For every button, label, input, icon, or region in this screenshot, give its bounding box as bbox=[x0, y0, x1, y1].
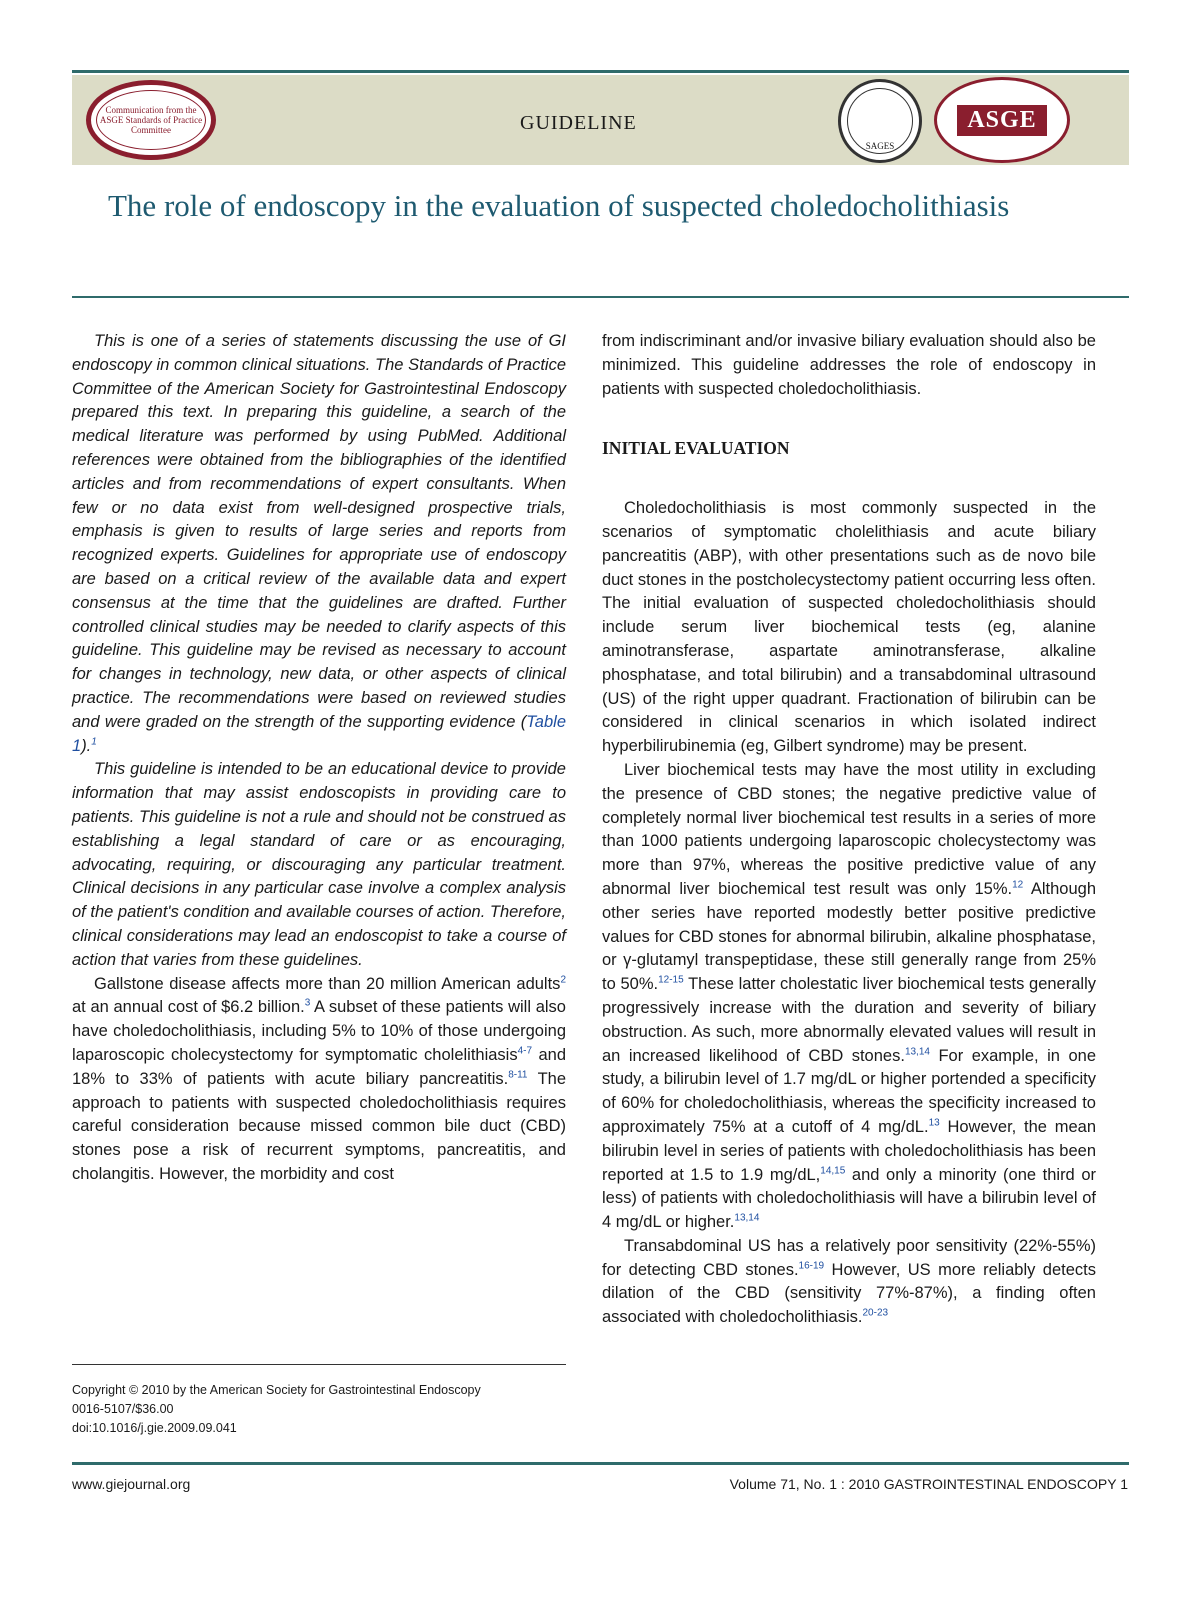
evaluation-paragraph-1: Choledocholithiasis is most commonly suspected in the scenarios of symptomatic cholelithiasis and acute biliary pancreatitis (ABP), with other presentations such as de novo bile duct stones in the postcholecystectomy patient occurring less often. The initial evaluation of suspected choledocholithiasis should include serum liver biochemical tests (eg, alanine aminotransferase, aspartate aminotransferase, alkaline phosphatase, and total bilirubin) and a transabdominal ultrasound (US) of the right upper quadrant. Fractionation of bilirubin can be considered in clinical scenarios in which isolated indirect hyperbilirubinemia (eg, Gilbert syndrome) may be present. bbox=[602, 499, 1096, 756]
article-title: The role of endoscopy in the evaluation of suspected choledocholithiasis bbox=[108, 188, 1010, 223]
doi-line: doi:10.1016/j.gie.2009.09.041 bbox=[72, 1421, 237, 1435]
section-label: GUIDELINE bbox=[520, 112, 637, 134]
section-heading: INITIAL EVALUATION bbox=[602, 438, 790, 459]
citation-link[interactable]: 20-23 bbox=[862, 1307, 889, 1319]
citation-link[interactable]: 8-11 bbox=[508, 1069, 528, 1081]
seal-text: Communication from the ASGE Standards of Practice Committee bbox=[99, 105, 203, 135]
footer-rule bbox=[72, 1462, 1129, 1465]
evaluation-paragraph-3: Transabdominal US has a relatively poor sensitivity (22%-55%) for detecting CBD stones.$^{16-19}$ However, US more reliably detects dilation of the CBD (sensitivity 77%-87%), a finding often associated with choledocholithiasis.$^{20-23}$ bbox=[602, 1236, 1096, 1327]
citation-link[interactable]: 13,14 bbox=[904, 1046, 930, 1058]
right-column bbox=[602, 330, 1096, 1330]
title-rule bbox=[72, 296, 1129, 298]
citation-link[interactable]: 4-7 bbox=[517, 1045, 533, 1057]
citation-link[interactable]: 12-15 bbox=[658, 974, 684, 986]
citation-link[interactable]: 14,15 bbox=[820, 1165, 846, 1176]
citation-link[interactable]: 13,14 bbox=[734, 1212, 760, 1224]
evaluation-paragraph-2: Liver biochemical tests may have the most utility in excluding the presence of CBD stones; the negative predictive value of completely normal liver biochemical test results in a series of more than 1000 patients undergoing laparoscopic cholecystectomy was more than 97%, whereas the positive predictive value of any abnormal liver biochemical test result was only 15%.$^{12}$ Although other series have reported modestly better positive predictive values for CBD stones for abnormal bilirubin, alkaline phosphatase, or γ-glutamyl transpeptidase, these still generally range from 25% to 50%.$^{12-15}$ These latter cholestatic liver biochemical tests generally progressively increase with the duration and severity of biliary obstruction. As such, more abnormally elevated values will result in an increased likelihood of CBD stones.$^{13,14}$ For example, in one study, a bilirubin level of 1.7 mg/dL or higher portended a specificity of 60% for choledocholithiasis, whereas the specificity increased to approximately 75% at a cutoff of 4 mg/dL.$^{13}$ However, the mean bilirubin level in series of patients with choledocholithiasis has been reported at 1.5 to 1.9 mg/dL,$^{14,15}$ and only a minority (one third or less) of patients with choledocholithiasis will have a bilirubin level of 4 mg/dL or higher.$^{13,14}$ bbox=[602, 760, 1097, 1232]
citation-link[interactable]: 13 bbox=[928, 1117, 940, 1129]
table-link[interactable]: Table 1 bbox=[72, 712, 566, 755]
citation-link[interactable]: 3 bbox=[304, 997, 311, 1009]
gallstone-paragraph: Gallstone disease affects more than 20 million American adults$^2$ at an annual cost of $6.2 billion.$^3$ A subset of these patients will also have choledocholithiasis, including 5% to 10% of those undergoing laparoscopic cholecystectomy for symptomatic cholelithiasis$^{4-7}$ and 18% to 33% of patients with acute biliary pancreatitis.$^{8-11}$ The approach to patients with suspected choledocholithiasis requires careful consideration because missed common bile duct (CBD) stones pose a risk of recurrent symptoms, pancreatitis, and cholangitis. However, the morbidity and cost bbox=[72, 974, 567, 1183]
continuation-paragraph: from indiscriminant and/or invasive biliary evaluation should also be minimized. This guideline addresses the role of endoscopy in patients with suspected choledocholithiasis. bbox=[602, 332, 1096, 398]
asge-committee-seal bbox=[86, 80, 216, 160]
copyright-rule bbox=[72, 1364, 566, 1365]
top-rule bbox=[72, 70, 1129, 73]
citation-link[interactable]: 2 bbox=[560, 974, 566, 986]
page-citation: Volume 71, No. 1 : 2010 GASTROINTESTINAL ENDOSCOPY 1 bbox=[729, 1476, 1128, 1492]
copyright-block bbox=[72, 1381, 572, 1438]
sages-logo-text: SAGES bbox=[865, 141, 895, 151]
sages-logo bbox=[838, 79, 922, 163]
left-column bbox=[72, 330, 566, 1187]
asge-logo bbox=[934, 77, 1070, 163]
citation-link[interactable]: 1 bbox=[91, 736, 97, 748]
copyright-line: Copyright © 2010 by the American Society for Gastrointestinal Endoscopy bbox=[72, 1383, 481, 1397]
asge-logo-text: ASGE bbox=[957, 105, 1046, 136]
journal-website[interactable]: www.giejournal.org bbox=[72, 1476, 191, 1492]
intro-paragraph-1: This is one of a series of statements discussing the use of GI endoscopy in common clinical situations. The Standards of Practice Committee of the American Society for Gastrointestinal Endoscopy prepared this text. In preparing this guideline, a search of the medical literature was performed by using PubMed. Additional references were obtained from the bibliographies of the identified articles and from recommendations of expert consultants. When few or no data exist from well-designed prospective trials, emphasis is given to results of large series and reports from recognized experts. Guidelines for appropriate use of endoscopy are based on a critical review of the available data and expert consensus at the time that the guidelines are drafted. Further controlled clinical studies may be needed to clarify aspects of this guideline. This guideline may be revised as necessary to account for changes in technology, new data, or other aspects of clinical practice. The recommendations were based on reviewed studies and were graded on the strength of the supporting evidence (Table 1).$^1$ bbox=[72, 332, 566, 755]
intro-paragraph-2: This guideline is intended to be an educational device to provide information that may assist endoscopists in providing care to patients. This guideline is not a rule and should not be construed as establishing a legal standard of care or as encouraging, advocating, requiring, or discouraging any particular treatment. Clinical decisions in any particular case involve a complex analysis of the patient's condition and available courses of action. Therefore, clinical considerations may lead an endoscopist to take a course of action that varies from these guidelines. bbox=[72, 760, 566, 969]
citation-link[interactable]: 16-19 bbox=[798, 1260, 825, 1272]
citation-link[interactable]: 12 bbox=[1012, 879, 1024, 891]
issn-line: 0016-5107/$36.00 bbox=[72, 1402, 174, 1416]
